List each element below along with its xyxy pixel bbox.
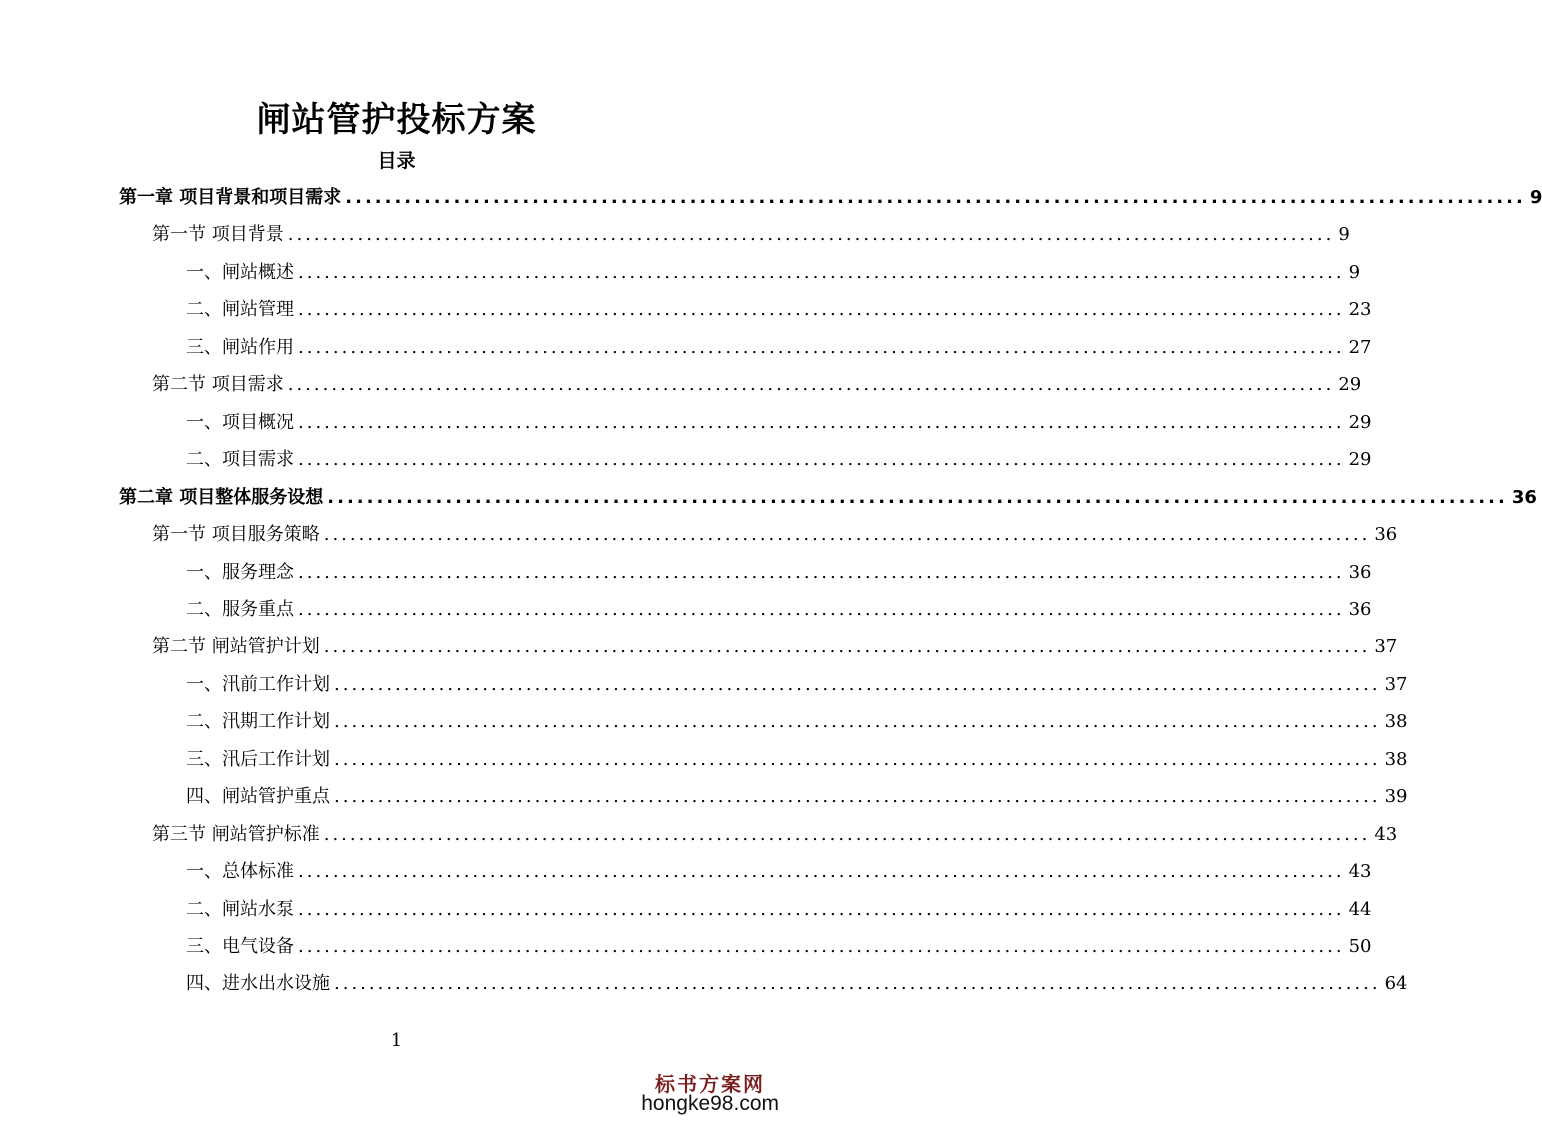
toc-entry[interactable] [186, 710, 1408, 734]
toc-entry-label: 一、服务理念 [186, 561, 294, 583]
toc-entry-page: 27 [1348, 336, 1372, 358]
toc-entry-page: 38 [1384, 748, 1408, 770]
toc-entry-page: 23 [1348, 299, 1372, 321]
toc-entry-page: 38 [1384, 711, 1408, 733]
watermark-site-name: 标书方案网 [655, 1072, 765, 1096]
toc-entry[interactable] [152, 223, 1350, 247]
toc-entry-label: 一、闸站概述 [186, 261, 294, 283]
watermark-url: hongke98.com [641, 1092, 779, 1115]
toc-leader-dots: ........................................................................................................................ [334, 748, 1381, 770]
toc-heading: 目录 [377, 150, 416, 172]
toc-leader-dots: ........................................................................................................................ [327, 486, 1508, 508]
toc-entry-label: 第一节 项目服务策略 [152, 524, 320, 546]
toc-entry[interactable] [119, 486, 1537, 510]
toc-entry-label: 三、电气设备 [186, 936, 294, 957]
toc-entry-label: 一、汛前工作计划 [186, 673, 330, 695]
document-title: 闸站管护投标方案 [256, 100, 537, 140]
toc-entry[interactable] [186, 598, 1372, 622]
toc-leader-dots: ........................................................................................................................ [334, 786, 1381, 808]
toc-entry-page: 9 [1529, 187, 1542, 208]
toc-entry[interactable] [186, 561, 1372, 585]
toc-leader-dots: ........................................................................................................................ [334, 673, 1381, 695]
toc-entry-page: 43 [1348, 861, 1372, 883]
toc-entry[interactable] [186, 298, 1372, 322]
toc-entry-page: 36 [1511, 486, 1537, 508]
toc-leader-dots: ........................................................................................................................ [287, 224, 1335, 246]
toc-entry-page: 39 [1384, 786, 1408, 808]
toc-entry-page: 36 [1348, 598, 1372, 620]
toc-entry[interactable] [152, 373, 1362, 397]
toc-leader-dots: ........................................................................................................................ [323, 636, 1371, 658]
toc-leader-dots: ........................................................................................................................ [334, 711, 1381, 733]
toc-entry[interactable] [186, 935, 1372, 959]
toc-entry-label: 三、汛后工作计划 [186, 748, 330, 770]
toc-leader-dots: ........................................................................................................................ [287, 374, 1335, 396]
toc-entry-label: 第二节 闸站管护计划 [152, 636, 320, 658]
toc-leader-dots: ........................................................................................................................ [298, 936, 1345, 957]
toc-leader-dots: ........................................................................................................................ [298, 299, 1345, 321]
toc-entry-label: 二、汛期工作计划 [186, 711, 330, 733]
toc-entry-page: 37 [1384, 673, 1408, 695]
toc-entry-page: 44 [1348, 898, 1372, 920]
toc-leader-dots: ........................................................................................................................ [323, 823, 1371, 845]
toc-entry[interactable] [152, 823, 1398, 847]
toc-entry-page: 37 [1374, 636, 1398, 658]
toc-entry-label: 二、闸站水泵 [186, 898, 294, 920]
toc-entry[interactable] [186, 785, 1408, 809]
toc-entry[interactable] [186, 860, 1372, 884]
toc-entry-label: 第二章 项目整体服务设想 [119, 486, 324, 508]
toc-entry[interactable] [186, 972, 1408, 996]
toc-leader-dots: ........................................................................................................................ [298, 898, 1345, 920]
toc-leader-dots: ........................................................................................................................ [334, 973, 1381, 995]
toc-entry[interactable] [186, 748, 1408, 772]
toc-entry-label: 四、进水出水设施 [186, 973, 330, 995]
toc-entry[interactable] [186, 673, 1408, 697]
toc-entry-label: 二、项目需求 [186, 449, 294, 471]
toc-leader-dots: ........................................................................................................................ [298, 336, 1345, 358]
toc-entry-label: 一、项目概况 [186, 411, 294, 433]
toc-leader-dots: ........................................................................................................................ [298, 861, 1345, 883]
toc-entry-label: 第二节 项目需求 [152, 374, 284, 396]
toc-entry-label: 第三节 闸站管护标准 [152, 823, 320, 845]
toc-entry[interactable] [152, 523, 1398, 547]
toc-entry-page: 36 [1348, 561, 1372, 583]
toc-entry-label: 二、服务重点 [186, 598, 294, 620]
toc-entry-label: 第一节 项目背景 [152, 224, 284, 246]
toc-entry[interactable] [186, 336, 1372, 360]
toc-leader-dots: ........................................................................................................................ [298, 261, 1345, 283]
toc-entry-page: 43 [1374, 823, 1398, 845]
toc-entry-page: 29 [1338, 374, 1362, 396]
toc-leader-dots: ........................................................................................................................ [298, 561, 1345, 583]
toc-entry[interactable] [152, 635, 1398, 659]
toc-entry-page: 29 [1348, 449, 1372, 471]
toc-entry-page: 64 [1384, 973, 1408, 995]
toc-entry[interactable] [186, 261, 1361, 285]
page-number: 1 [390, 1030, 403, 1051]
toc-leader-dots: ........................................................................................................................ [298, 598, 1345, 620]
toc-entry[interactable] [119, 186, 1542, 210]
toc-entry-page: 9 [1338, 224, 1350, 246]
toc-leader-dots: ........................................................................................................................ [345, 187, 1526, 208]
toc-entry[interactable] [186, 448, 1372, 472]
toc-leader-dots: ........................................................................................................................ [298, 411, 1345, 433]
toc-entry[interactable] [186, 411, 1372, 435]
toc-entry-page: 36 [1374, 524, 1398, 546]
toc-entry[interactable] [186, 898, 1372, 922]
toc-entry-label: 第一章 项目背景和项目需求 [119, 187, 342, 208]
toc-entry-label: 四、闸站管护重点 [186, 786, 330, 808]
toc-entry-label: 三、闸站作用 [186, 336, 294, 358]
toc-entry-label: 二、闸站管理 [186, 299, 294, 321]
toc-entry-label: 一、总体标准 [186, 861, 294, 883]
toc-entry-page: 29 [1348, 411, 1372, 433]
toc-entry-page: 50 [1348, 936, 1372, 957]
toc-entry-page: 9 [1348, 261, 1361, 283]
toc-leader-dots: ........................................................................................................................ [323, 524, 1371, 546]
toc-leader-dots: ........................................................................................................................ [298, 449, 1345, 471]
